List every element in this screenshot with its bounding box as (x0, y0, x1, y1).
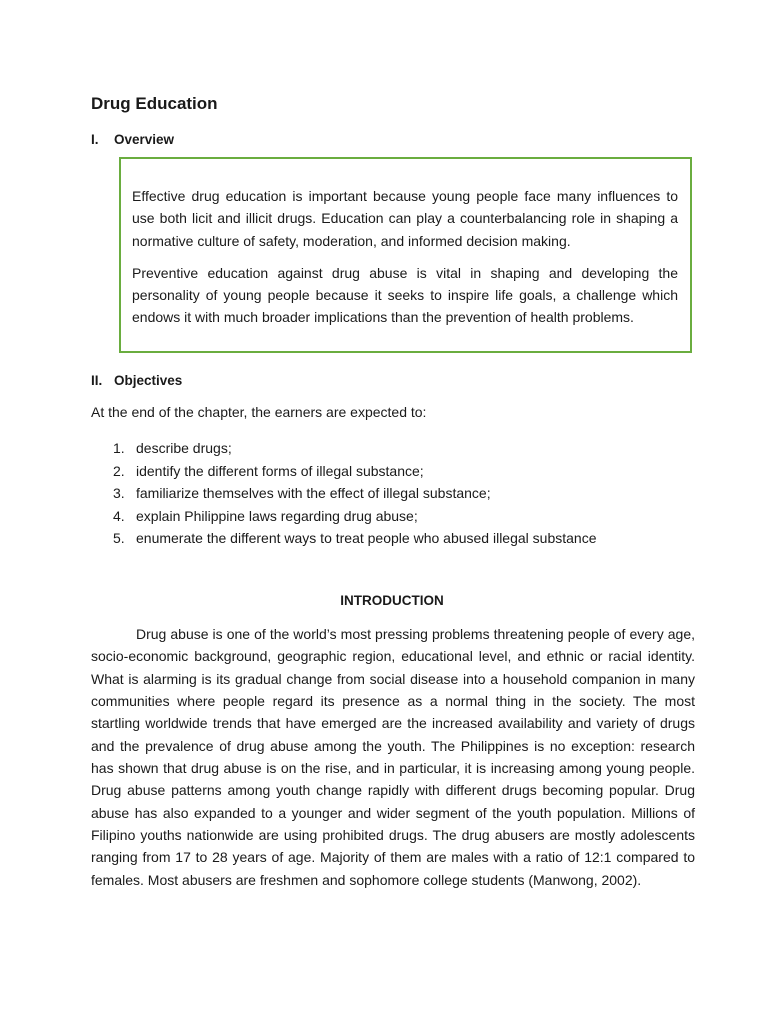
list-item (113, 482, 596, 505)
overview-heading-text: Overview (114, 132, 175, 147)
overview-number: I. (91, 132, 99, 147)
overview-heading (91, 132, 174, 147)
objectives-number: II. (91, 373, 103, 388)
objectives-heading (91, 373, 182, 388)
objectives-intro: At the end of the chapter, the earners are expected to: (91, 404, 427, 420)
list-item-number: 3. (113, 485, 125, 501)
list-item-text: enumerate the different ways to treat people who abused illegal substance (136, 530, 597, 546)
introduction-body: Drug abuse is one of the world’s most pressing problems threatening people of every age, socio-economic background, geographic region, educational level, and ethnic or racial identity. What is alarming is its gradual change from social disease into a household companion in many communities where people regard its presence as a normal thing in the society. The most startling worldwide trends that have emerged are the increased availability and variety of drugs and the prevalence of drug abuse among the youth. The Philippines is no exception: research has shown that drug abuse is on the rise, and in particular, it is increasing among young people. Drug abuse patterns among youth change rapidly with different drugs becoming popular. Drug abuse has also expanded to a younger and wider segment of the youth population. Millions of Filipino youths nationwide are using prohibited drugs. The drug abusers are mostly adolescents ranging from 17 to 28 years of age. Majority of them are males with a ratio of 12:1 compared to females. Most abusers are freshmen and sophomore college students (Manwong, 2002). (91, 626, 695, 888)
list-item (113, 527, 596, 550)
list-item-text: describe drugs; (136, 440, 232, 456)
objectives-list (113, 437, 596, 550)
overview-paragraph-2: Preventive education against drug abuse is vital in shaping and developing the personality of young people because it seeks to inspire life goals, a challenge which endows it with much broader implications than the prevention of health problems. (132, 264, 678, 326)
list-item (113, 505, 596, 528)
objectives-heading-text: Objectives (114, 373, 183, 388)
list-item-number: 2. (113, 462, 125, 479)
overview-box (119, 157, 692, 353)
list-item-number: 4. (113, 507, 125, 524)
introduction-heading: INTRODUCTION (340, 593, 444, 608)
list-item-text: familiarize themselves with the effect of illegal substance; (136, 485, 491, 501)
list-item-text: explain Philippine laws regarding drug abuse; (136, 507, 418, 524)
list-item (113, 437, 596, 460)
list-item (113, 460, 596, 483)
list-item-number: 1. (113, 440, 125, 456)
list-item-text: identify the different forms of illegal substance; (136, 462, 424, 479)
list-item-number: 5. (113, 530, 125, 546)
overview-paragraph-1: Effective drug education is important because young people face many influences to use both licit and illicit drugs. Education can play a counterbalancing role in shaping a normative culture of safety, moderation, and informed decision making. (132, 188, 678, 249)
document-title: Drug Education (91, 94, 218, 113)
